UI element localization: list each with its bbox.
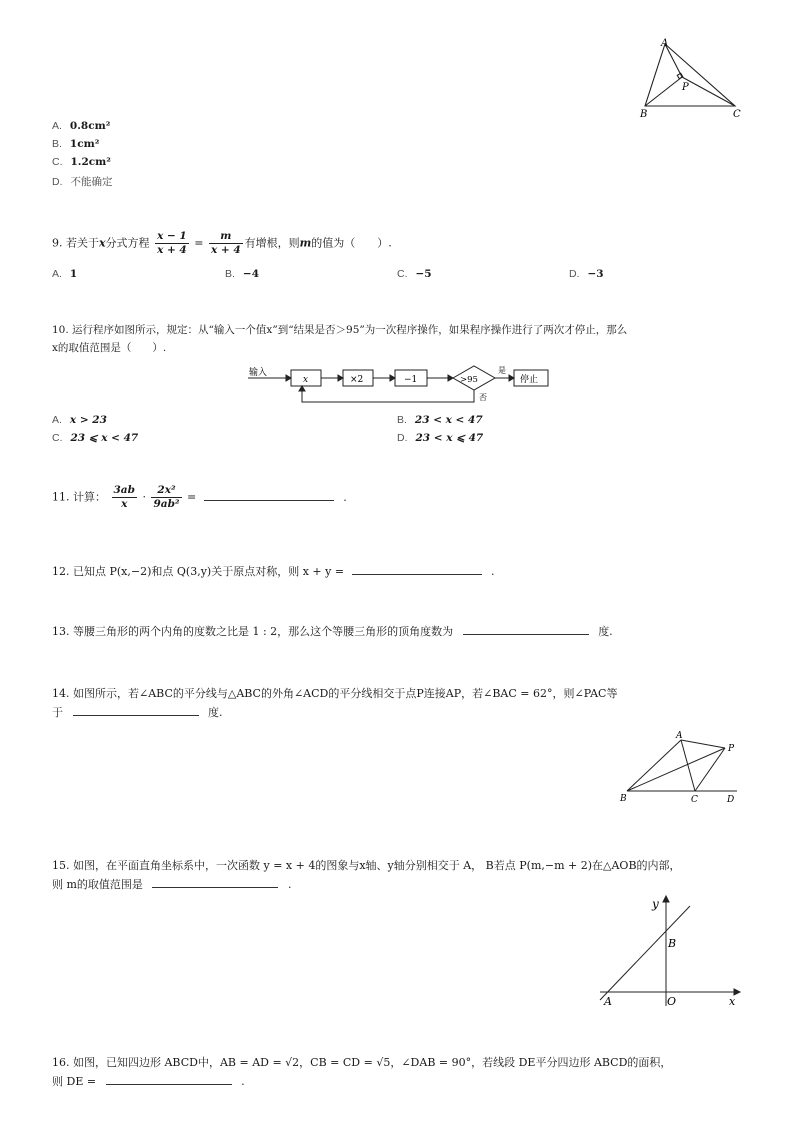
q9-option-c[interactable]: C. −5 bbox=[397, 268, 432, 280]
flow-box-times2: ×2 bbox=[350, 375, 364, 385]
q9-option-d[interactable]: D. −3 bbox=[569, 268, 604, 280]
svg-text:D: D bbox=[727, 795, 735, 805]
q9-fraction-right: $\frac{m}{x + 4}$ bbox=[210, 230, 241, 256]
svg-text:y: y bbox=[652, 897, 659, 911]
q14-stem-line2: 于 度. bbox=[52, 706, 223, 719]
q16-stem-line2: 则 DE = . bbox=[52, 1075, 245, 1088]
q15-stem-line2: 则 m的取值范围是 . bbox=[52, 878, 292, 891]
svg-text:O: O bbox=[667, 995, 677, 1008]
q12-stem: 12. 已知点 P(x,−2)和点 Q(3,y)关于原点对称，则 x + y = . bbox=[52, 565, 495, 578]
q8-option-b[interactable]: B. 1cm² bbox=[52, 138, 100, 150]
q11-stem: 11. 计算： $\frac{3ab}{x}$ · $\frac{\text{2x²}}{\text{9ab²}}$ = . bbox=[52, 484, 347, 510]
flow-box-x: x bbox=[303, 375, 309, 385]
flow-yes-label: 是 bbox=[498, 366, 506, 375]
triangle-abc-figure bbox=[630, 36, 750, 122]
flow-diamond-label: >95 bbox=[460, 375, 478, 385]
q9-option-a[interactable]: A. 1 bbox=[52, 268, 78, 280]
svg-text:A: A bbox=[676, 731, 683, 741]
q11-fraction-left: $\frac{3ab}{x}$ bbox=[113, 484, 135, 510]
q15-answer-blank[interactable] bbox=[152, 886, 278, 888]
q8-option-c[interactable]: C. 1.2cm² bbox=[52, 156, 111, 168]
q16-stem-line1: 16. 如图，已知四边形 ABCD中，AB = AD = √2，CB = CD = √5，∠DAB = 90°，若线段 DE平分四边形 ABCD的面积， bbox=[52, 1056, 672, 1069]
flow-input-label: 输入 bbox=[249, 368, 268, 378]
q9-stem: 9. 若关于x分式方程 $\frac{x - 1}{x + 4}$ = $\frac{m}{x + 4}$ 有增根，则m的值为（ ）. bbox=[52, 230, 392, 256]
q10-option-a[interactable]: A. x > 23 bbox=[52, 414, 107, 426]
q14-stem-line1: 14. 如图所示，若∠ABC的平分线与△ABC的外角∠ACD的平分线相交于点P连接AP，若∠BAC = 62°，则∠PAC等 bbox=[52, 687, 618, 700]
q14-figure bbox=[615, 728, 745, 808]
svg-text:x: x bbox=[729, 995, 736, 1008]
q14-answer-blank[interactable] bbox=[73, 714, 199, 716]
label-b: B bbox=[640, 109, 648, 120]
flow-box-minus1: −1 bbox=[404, 375, 418, 385]
q9-fraction-left: $\frac{x - 1}{x + 4}$ bbox=[157, 230, 187, 256]
q12-answer-blank[interactable] bbox=[352, 573, 482, 575]
q10-flowchart bbox=[244, 360, 564, 408]
label-p: P bbox=[682, 82, 689, 93]
q13-answer-blank[interactable] bbox=[463, 633, 589, 635]
flow-stop-label: 停止 bbox=[520, 375, 539, 385]
flow-no-label: 否 bbox=[479, 393, 487, 402]
q11-fraction-right: $\frac{\text{2x²}}{\text{9ab²}}$ bbox=[153, 484, 180, 510]
q10-option-c[interactable]: C. 23 ⩽ x < 47 bbox=[52, 432, 139, 444]
q8-option-a[interactable]: A. 0.8cm² bbox=[52, 120, 111, 132]
svg-text:P: P bbox=[728, 744, 735, 754]
q13-stem: 13. 等腰三角形的两个内角的度数之比是 1 : 2，那么这个等腰三角形的顶角度数为 度. bbox=[52, 625, 613, 638]
svg-text:C: C bbox=[691, 795, 698, 805]
svg-text:B: B bbox=[620, 794, 627, 804]
q10-option-b[interactable]: B. 23 < x < 47 bbox=[397, 414, 483, 426]
q9-option-b[interactable]: B. −4 bbox=[225, 268, 260, 280]
svg-text:A: A bbox=[604, 995, 612, 1008]
q10-stem-line1: 10. 运行程序如图所示，规定：从“输入一个值x”到“结果是否＞95”为一次程序操作，如果程序操作进行了两次才停止，那么 bbox=[52, 324, 628, 336]
svg-text:B: B bbox=[668, 937, 677, 950]
q11-answer-blank[interactable] bbox=[204, 499, 334, 501]
q10-stem-line2: x的取值范围是（ ）. bbox=[52, 342, 167, 354]
q16-answer-blank[interactable] bbox=[106, 1083, 232, 1085]
q15-stem-line1: 15. 如图，在平面直角坐标系中，一次函数 y = x + 4的图象与x轴、y轴分别相交于 A， B若点 P(m,−m + 2)在△AOB的内部， bbox=[52, 859, 681, 872]
label-c: C bbox=[733, 109, 741, 120]
q10-option-d[interactable]: D. 23 < x ⩽ 47 bbox=[397, 432, 484, 444]
label-a: A bbox=[661, 38, 669, 49]
q15-coordinate-figure bbox=[596, 892, 746, 1012]
q8-option-d[interactable]: D. 不能确定 bbox=[52, 176, 113, 188]
